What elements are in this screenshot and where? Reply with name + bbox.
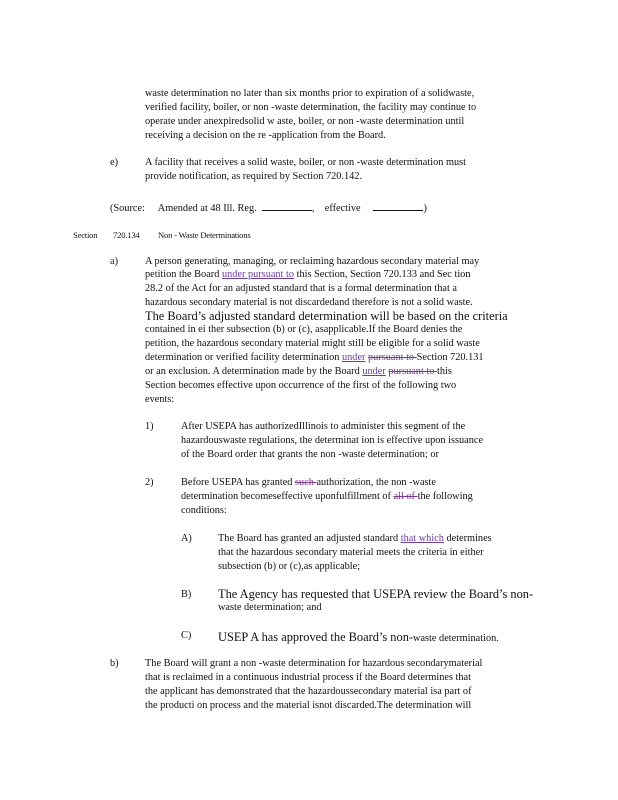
item-label-C: C) [181,630,192,641]
text-line: the producti on process and the material isnot discarded.The determination will [145,700,472,711]
text-line [218,630,499,645]
section-title: Non - Waste Determinations [158,230,251,240]
text-run: this Section, Section 720.133 and Sec tion [294,269,471,280]
item-label-A: A) [181,533,192,544]
text-line [181,491,473,503]
text-line: After USEPA has authorizedIllinois to administer this segment of the [181,421,466,432]
source-effective: effective [324,203,361,214]
text-line: waste determination; and [218,602,322,613]
text-run: The Board has granted an adjusted standard [218,533,401,544]
text-line: The Board will grant a non -waste determination for hazardous secondarymaterial [145,658,483,669]
blank-line [373,200,423,211]
text-line: Section becomes effective upon occurrence of the first of the following two [145,380,457,391]
text-line: petition, the hazardous secondary material might still be eligible for a solid waste [145,338,480,349]
source-prefix: (Source: [110,203,145,214]
deleted-text: pursuant to [388,366,437,377]
text-run: the following [417,491,473,502]
text-line: provide notification, as required by Section 720.142. [145,171,363,182]
text-line: A facility that receives a solid waste, boiler, or non -waste determination must [145,157,466,168]
text-line: receiving a decision on the re -application from the Board. [145,130,386,141]
item-label-a: a) [110,256,118,267]
deleted-text: such [295,477,317,488]
text-line: A person generating, managing, or reclaiming hazardous secondary material may [145,256,480,267]
text-run: or an exclusion. A determination made by the Board [145,366,363,377]
deleted-text: all of [393,491,418,502]
item-label-e: e) [110,157,118,168]
deleted-text: pursuant to [368,352,417,363]
text-line [181,477,436,489]
item-label-B: B) [181,589,192,600]
inserted-text: under [362,366,386,377]
section-number: 720.134 [113,230,140,240]
text-line: subsection (b) or (c),as applicable; [218,561,361,572]
inserted-text: under [342,352,366,363]
text-line [218,533,492,545]
text-run: USEP A has approved the Board’s non- [218,630,414,644]
text-line: hazardouswaste regulations, the determinat ion is effective upon issuance [181,435,484,446]
text-run: this [436,366,452,377]
text-line: operate under anexpiredsolid w aste, boiler, or non -waste determination until [145,116,465,127]
text-line: The Board’s adjusted standard determination will be based on the criteria [145,309,508,323]
text-line: that is reclaimed in a continuous industrial process if the Board determines that [145,672,471,683]
text-run: Section 720.131 [416,352,484,363]
text-line [145,352,484,364]
text-line: 28.2 of the Act for an adjusted standard that is a formal determination that a [145,283,457,294]
text-line: The Agency has requested that USEPA review the Board’s non- [218,587,534,601]
blank-line [262,200,312,211]
item-label-1: 1) [145,421,154,432]
text-run: determines [443,533,492,544]
text-run: petition the Board [145,269,222,280]
text-line: the applicant has demonstrated that the hazardoussecondary material isa part of [145,686,472,697]
text-run: Before USEPA has granted [181,477,296,488]
text-run: determination or verified facility determination [145,352,342,363]
text-line: verified facility, boiler, or non -waste determination, the facility may continue to [145,102,477,113]
text-run: waste determination. [413,633,499,644]
text-line: conditions: [181,505,227,516]
text-line: that the hazardous secondary material meets the criteria in either [218,547,484,558]
text-line: events: [145,394,175,405]
source-text: Amended at 48 Ill. Reg. [157,203,257,214]
source-note: (Source: Amended at 48 Ill. Reg. , effective ) [110,200,427,215]
inserted-text: under pursuant to [221,269,295,280]
text-line: contained in ei ther subsection (b) or (c), asapplicable.If the Board denies the [145,324,463,335]
text-line: waste determination no later than six months prior to expiration of a solidwaste, [145,88,475,99]
text-run: authorization, the non -waste [316,477,436,488]
item-label-b: b) [110,658,119,669]
text-line [145,366,452,378]
text-line [145,269,470,281]
text-run: determination becomeseffective uponfulfillment of [181,491,394,502]
text-line: of the Board order that grants the non -waste determination; or [181,449,439,460]
item-label-2: 2) [145,477,154,488]
text-line: hazardous secondary material is not discardedand therefore is not a solid waste. [145,297,473,308]
inserted-text: that which [400,533,444,544]
section-word: Section [73,230,98,240]
source-close: ) [423,203,427,214]
